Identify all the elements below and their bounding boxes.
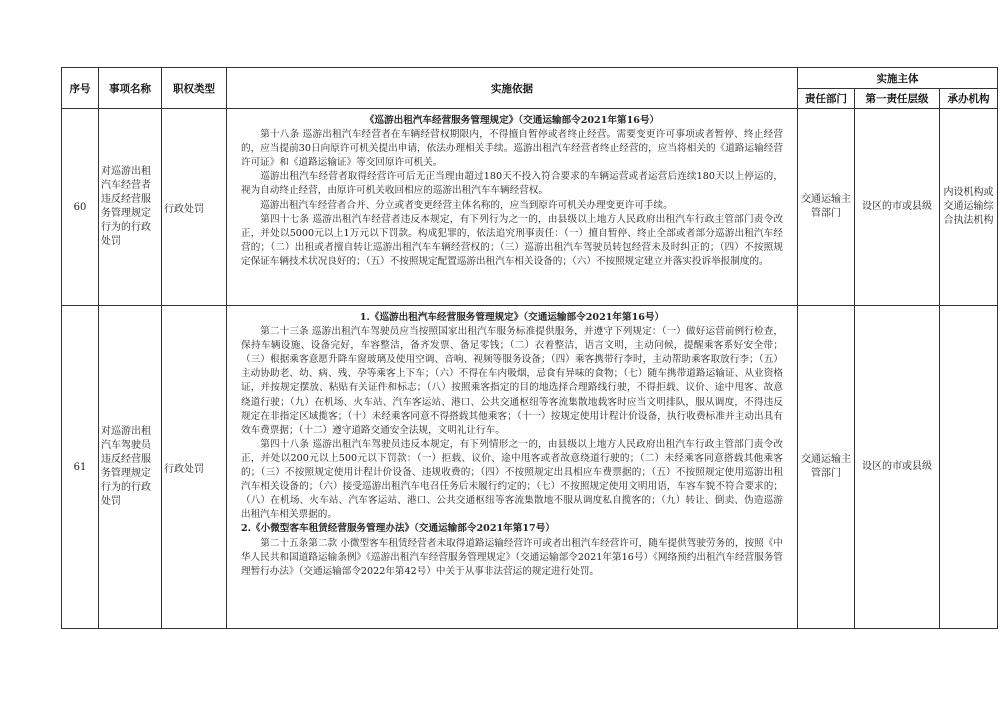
table-row <box>62 109 998 306</box>
table-row <box>62 306 998 629</box>
row-seq: 61 <box>62 306 99 629</box>
row-dept: 交通运输主管部门 <box>798 306 855 629</box>
row-basis <box>227 306 798 629</box>
header-item-name: 事项名称 <box>99 68 162 109</box>
header-seq: 序号 <box>62 68 99 109</box>
header-dept: 责任部门 <box>798 89 855 109</box>
basis-title: 2.《小微型客车租赁经营服务管理办法》（交通运输部令2021年第17号） <box>241 523 555 535</box>
row-item-name: 对巡游出租汽车经营者违反经营服务管理规定行为的行政处罚 <box>99 109 162 306</box>
header-level: 第一责任层级 <box>855 89 940 109</box>
row-agency <box>940 306 998 629</box>
row-agency: 内设机构或交通运输综合执法机构 <box>940 109 998 306</box>
row-seq: 60 <box>62 109 99 306</box>
row-basis <box>227 109 798 306</box>
header-row-top <box>62 68 998 89</box>
basis-title: 1.《巡游出租汽车经营服务管理规定》（交通运输部令2021年第16号） <box>359 312 665 323</box>
basis-paragraph: 巡游出租汽车经营者合并、分立或者变更经营主体名称的，应当到原许可机关办理变更许可手续。 <box>260 199 673 211</box>
header-agency: 承办机构 <box>940 89 998 109</box>
basis-paragraph: 第二十五条第二款 小微型客车租赁经营者未取得道路运输经营许可或者出租汽车经营许可，随车提供驾驶劳务的，按照《中华人民共和国道路运输条例》《巡游出租汽车经营服务管理规定》（交通运输部令2021年第16号）《网络预约出租汽车经营服务管理暂行办法》（交通运输部令2022年第42号）中关于从事非法营运的规定进行处罚。 <box>241 537 783 577</box>
header-subject: 实施主体 <box>798 68 998 89</box>
header-basis: 实施依据 <box>227 68 798 109</box>
row-level: 设区的市或县级 <box>855 306 940 629</box>
row-power-type: 行政处罚 <box>162 109 227 306</box>
header-power-type: 职权类型 <box>162 68 227 109</box>
row-dept: 交通运输主管部门 <box>798 109 855 306</box>
row-item-name: 对巡游出租汽车驾驶员违反经营服务管理规定行为的行政处罚 <box>99 306 162 629</box>
basis-paragraph: 巡游出租汽车经营者取得经营许可后无正当理由超过180天不投入符合要求的车辆运营或者运营后连续180天以上停运的，视为自动终止经营，由原许可机关收回相应的巡游出租汽车车辆经营权。 <box>241 171 783 197</box>
basis-paragraph: 第二十三条 巡游出租汽车驾驶员应当按照国家出租汽车服务标准提供服务，并遵守下列规定：（一）做好运营前例行检查，保持车辆设施、设备完好，车容整洁，备齐发票、备足零钱；（二）衣着整洁，语言文明，主动问候，提醒乘客系好安全带；（三）根据乘客意愿升降车窗玻璃及使用空调、音响、视频等服务设备；（四）乘客携带行李时，主动帮助乘客取放行李；（五）主动协助老、幼、病、残、孕等乘客上下车；（六）不得在车内吸烟，忌食有异味的食物；（七）随车携带道路运输证、从业资格证，并按规定摆放、粘贴有关证件和标志；（八）按照乘客指定的目的地选择合理路线行驶，不得拒载、议价、途中甩客、故意绕道行驶；（九）在机场、火车站、汽车客运站、港口、公共交通枢纽等客流集散地载客时应当文明排队，服从调度，不得违反规定在非指定区域揽客；（十）未经乘客同意不得搭载其他乘客；（十一）按规定使用计程计价设备，执行收费标准并主动出具有效车费票据；（十二）遵守道路交通安全法规，文明礼让行车。 <box>241 326 783 436</box>
basis-paragraph: 第十八条 巡游出租汽车经营者在车辆经营权期限内，不得擅自暂停或者终止经营。需要变更许可事项或者暂停、终止经营的，应当提前30日向原许可机关提出申请，依法办理相关手续。巡游出租汽车经营者终止经营的，应当将相关的《道路运输经营许可证》和《道路运输证》等交回原许可机关。 <box>241 129 783 169</box>
basis-paragraph: 第四十八条 巡游出租汽车驾驶员违反本规定，有下列情形之一的，由县级以上地方人民政府出租汽车行政主管部门责令改正，并处以200元以上500元以下罚款：（一）拒载、议价、途中甩客或者故意绕道行驶的；（二）未经乘客同意搭载其他乘客的；（三）不按照规定使用计程计价设备、违规收费的；（四）不按照规定出具相应车费票据的；（五）不按照规定使用巡游出租汽车相关设备的；（六）接受巡游出租汽车电召任务后未履行约定的；（七）不按照规定使用文明用语，车容车貌不符合要求的；（八）在机场、火车站、汽车客运站、港口、公共交通枢纽等客流集散地不服从调度私自揽客的；（九）转让、倒卖、伪造巡游出租汽车相关票据的。 <box>241 438 783 521</box>
enforcement-items-table <box>61 67 998 629</box>
row-level: 设区的市或县级 <box>855 109 940 306</box>
basis-paragraph: 第四十七条 巡游出租汽车经营者违反本规定，有下列行为之一的，由县级以上地方人民政府出租汽车行政主管部门责令改正，并处以5000元以上1万元以下罚款。构成犯罪的，依法追究刑事责任：（一）擅自暂停、终止全部或者部分巡游出租汽车经营的；（二）出租或者擅自转让巡游出租汽车车辆经营权的；（三）巡游出租汽车驾驶员转包经营未及时纠正的；（四）不按照规定保证车辆技术状况良好的；（五）不按照规定配置巡游出租汽车相关设备的；（六）不按照规定建立并落实投诉举报制度的。 <box>241 213 783 267</box>
row-power-type: 行政处罚 <box>162 306 227 629</box>
basis-title: 《巡游出租汽车经营服务管理规定》（交通运输部令2021年第16号） <box>364 115 660 126</box>
